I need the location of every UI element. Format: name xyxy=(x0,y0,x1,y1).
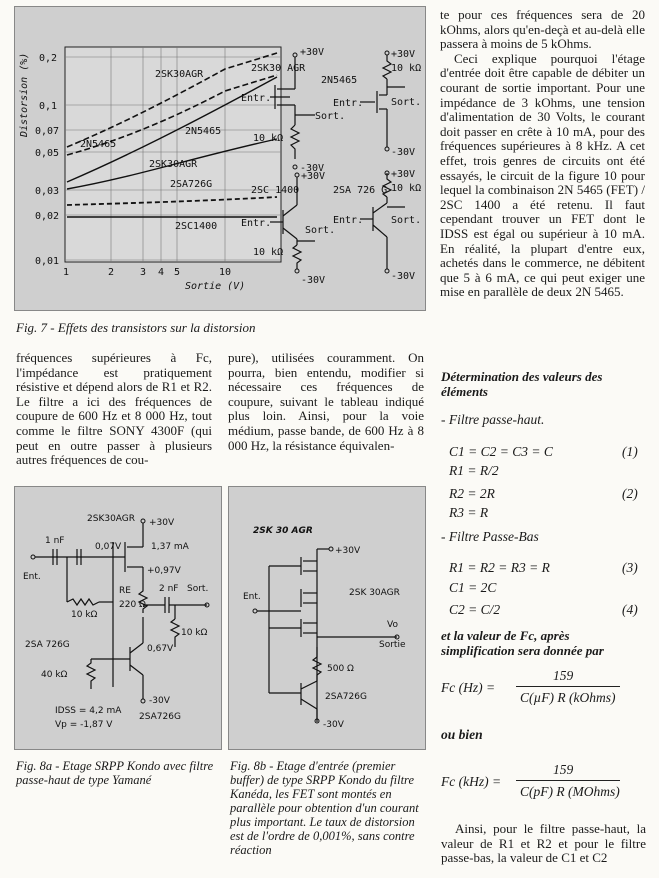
y-tick: 0,1 xyxy=(39,101,58,112)
equation: C1 = C2 = C3 = C xyxy=(449,444,553,459)
out-label: Sort. xyxy=(391,215,422,226)
x-tick: 4 xyxy=(158,267,165,278)
formula1-num: 159 xyxy=(553,668,574,683)
fig8b-label: Ent. xyxy=(243,592,261,602)
curve-label: 2N5465 xyxy=(80,139,117,150)
y-tick: 0,2 xyxy=(39,53,58,64)
paragraph: te pour ces fréquences sera de 20 kOhms, alors qu'en-deçà et au-delà elle passera à moins de 5 kOhms. xyxy=(440,7,645,52)
formula2-den: C(pF) R (MOhms) xyxy=(520,784,620,799)
right-column-top xyxy=(440,8,645,300)
fig8a-label: +30V xyxy=(149,518,175,528)
vcc-label: +30V xyxy=(300,47,325,58)
formula1-den: C(µF) R (kOhms) xyxy=(520,690,616,705)
equation: R1 = R2 = R3 = R xyxy=(449,560,550,575)
y-tick: 0,02 xyxy=(35,211,60,222)
fig8a-label: +0,97V xyxy=(147,566,181,576)
figure-7 xyxy=(14,6,426,311)
fig8a-label: 10 kΩ xyxy=(181,628,208,638)
fig8a-label: 220 Ω xyxy=(119,600,146,610)
x-axis-label: Sortie (V) xyxy=(185,281,246,292)
resistor-label: 10 kΩ xyxy=(391,183,422,194)
equation: C1 = 2C xyxy=(449,580,497,595)
fig8a-label: 2SA 726G xyxy=(25,640,70,650)
equation-number: (2) xyxy=(622,486,638,501)
formula2-num: 159 xyxy=(553,762,574,777)
formula2-lhs: Fc (kHz) = xyxy=(441,774,502,789)
fig8b-label: 2SK 30AGR xyxy=(349,588,400,598)
fig8a-label: Vp = -1,87 V xyxy=(55,720,113,730)
x-tick: 3 xyxy=(140,267,147,278)
mid-right-column xyxy=(228,351,424,453)
fc-text: et la valeur de Fc, après simplification sera donnée par xyxy=(441,628,604,658)
y-tick: 0,03 xyxy=(35,186,60,197)
ou-bien: ou bien xyxy=(441,727,483,742)
paragraph: Ainsi, pour le filtre passe-haut, la valeur de R1 et R2 et pour le filtre passe-bas, la valeur de C1 et C2 xyxy=(441,821,646,866)
x-tick: 10 xyxy=(219,267,232,278)
fraction-bar xyxy=(516,686,620,687)
circuit-name: 2SK30 AGR xyxy=(251,63,306,74)
fig8a-label: Sort. xyxy=(187,584,209,594)
figure-8b-drawing xyxy=(229,487,425,749)
in-label: Entr. xyxy=(241,218,272,229)
fig8a-label: 1,37 mA xyxy=(151,542,189,552)
curve-label: 2SK30AGR xyxy=(149,159,198,170)
x-tick: 1 xyxy=(63,267,70,278)
out-label: Sort. xyxy=(315,111,346,122)
figure-7-drawing xyxy=(15,7,425,310)
circuit-name: 2SC 1400 xyxy=(251,185,300,196)
curve-label: 2SK30AGR xyxy=(155,69,204,80)
equation: C2 = C/2 xyxy=(449,602,501,617)
vee-label: -30V xyxy=(301,275,326,286)
fig8a-label: RE xyxy=(119,586,131,596)
fig8b-label: 2SK 30 AGR xyxy=(253,526,313,536)
equation-number: (3) xyxy=(622,560,638,575)
fig8a-label: -30V xyxy=(149,696,170,706)
in-label: Entr. xyxy=(241,93,272,104)
filtre-haut-label: - Filtre passe-haut. xyxy=(441,412,545,427)
vee-label: -30V xyxy=(391,271,416,282)
vcc-label: +30V xyxy=(391,49,416,60)
equation: R2 = 2R xyxy=(449,486,495,501)
fig8b-label: Vo xyxy=(387,620,398,630)
equation: R3 = R xyxy=(449,505,489,520)
formula1-lhs: Fc (Hz) = xyxy=(441,680,496,695)
fig8a-label: Ent. xyxy=(23,572,41,582)
fig8a-label: 2SK30AGR xyxy=(87,514,136,524)
y-tick: 0,05 xyxy=(35,148,60,159)
fig8a-label: 1 nF xyxy=(45,536,65,546)
equation-number: (4) xyxy=(622,602,638,617)
vcc-label: +30V xyxy=(301,171,326,182)
fig7-caption: Fig. 7 - Effets des transistors sur la distorsion xyxy=(16,320,256,335)
fig8b-label: 500 Ω xyxy=(327,664,354,674)
in-label: Entr. xyxy=(333,98,364,109)
last-paragraph xyxy=(441,822,646,866)
y-axis-label: Distorsion (%) xyxy=(19,52,30,137)
fraction-bar xyxy=(516,780,620,781)
resistor-label: 10 kΩ xyxy=(253,133,284,144)
circuit-name: 2SA 726 G xyxy=(333,185,388,196)
paragraph: fréquences supérieures à Fc, l'impédance est pratiquement résistive et dépend alors de R1 et R2. Le filtre a ici des fréquences de coupure de 600 Hz et 8 000 Hz, tout comme le filtre SONY 4300F (qui peut en outre passer à plusieurs autres fréquences de cou- xyxy=(16,350,212,468)
section-title: Détermination des valeurs des éléments xyxy=(441,369,603,399)
vee-label: -30V xyxy=(300,163,325,174)
vee-label: -30V xyxy=(391,147,416,158)
in-label: Entr. xyxy=(333,215,364,226)
paragraph: Ceci explique pourquoi l'étage d'entrée doit être capable de débiter un courant de sortie important. Pour une impédance de 3 kOhms, une tension d'alimentation de 30 Volts, le courant doit passer en crête à 10 mA, pour des fréquences supérieures à 8 kHz. A cet effet, trois genres de circuits ont été essayés, le circuit de la figure 10 pour lequel la combinaison 2N 5465 (FET) / 2SC 1400 a été retenu. Il faut cependant trouver un FET dont le IDSS est égal ou supérieur à 10 mA. En réalité, la plupart d'entre eux, achetés dans le commerce, ne débitent que 5 à 6 mA, ce qui peut exiger une mise en parallèle de deux 2N 5465. xyxy=(440,50,645,300)
x-tick: 2 xyxy=(108,267,115,278)
curve-label: 2SA726G xyxy=(170,179,213,190)
equation-number: (1) xyxy=(622,444,638,459)
fig8b-label: Sortie xyxy=(379,640,406,650)
fig8b-label: 2SA726G xyxy=(325,692,367,702)
fig8a-caption: Fig. 8a - Etage SRPP Kondo avec filtre passe-haut de type Yamané xyxy=(16,759,214,787)
fig8a-label: IDSS = 4,2 mA xyxy=(55,706,122,716)
curve-label: 2SC1400 xyxy=(175,221,218,232)
figure-8a-drawing xyxy=(15,487,221,749)
paragraph: pure), utilisées couramment. On pourra, bien entendu, modifier si nécessaire ces fréquences de coupure, suivant le tableau indiqué plus loin. Ainsi, pour la voie médium, passe bande, de 600 Hz à 8 000 Hz, la résistance équivalen- xyxy=(228,350,424,453)
fig8a-label: 0,67V xyxy=(147,644,174,654)
x-tick: 5 xyxy=(174,267,181,278)
out-label: Sort. xyxy=(305,225,336,236)
fig8a-label: 2 nF xyxy=(159,584,179,594)
figure-8b xyxy=(228,486,426,750)
fig8a-label: 40 kΩ xyxy=(41,670,68,680)
resistor-label: 10 kΩ xyxy=(253,247,284,258)
fig8a-label: 10 kΩ xyxy=(71,610,98,620)
resistor-label: 10 kΩ xyxy=(391,63,422,74)
filtre-bas-label: - Filtre Passe-Bas xyxy=(441,529,539,544)
equation: R1 = R/2 xyxy=(449,463,499,478)
fig8b-label: +30V xyxy=(335,546,361,556)
fig8b-label: -30V xyxy=(323,720,344,730)
out-label: Sort. xyxy=(391,97,422,108)
mid-left-column xyxy=(16,351,212,468)
y-tick: 0,01 xyxy=(35,256,60,267)
figure-8a xyxy=(14,486,222,750)
fig8b-caption: Fig. 8b - Etage d'entrée (premier buffer) de type SRPP Kondo du filtre Kanéda, les FET sont montés en parallèle pour obtention d'un courant plus important. Le taux de distorsion est de l'ordre de 0,001%, sans contre réaction xyxy=(230,759,419,857)
circuit-name: 2N5465 xyxy=(321,75,358,86)
fig8a-label: 2SA726G xyxy=(139,712,181,722)
fig8a-label: 0,07V xyxy=(95,542,122,552)
y-tick: 0,07 xyxy=(35,126,60,137)
curve-label: 2N5465 xyxy=(185,126,222,137)
vcc-label: +30V xyxy=(391,169,416,180)
